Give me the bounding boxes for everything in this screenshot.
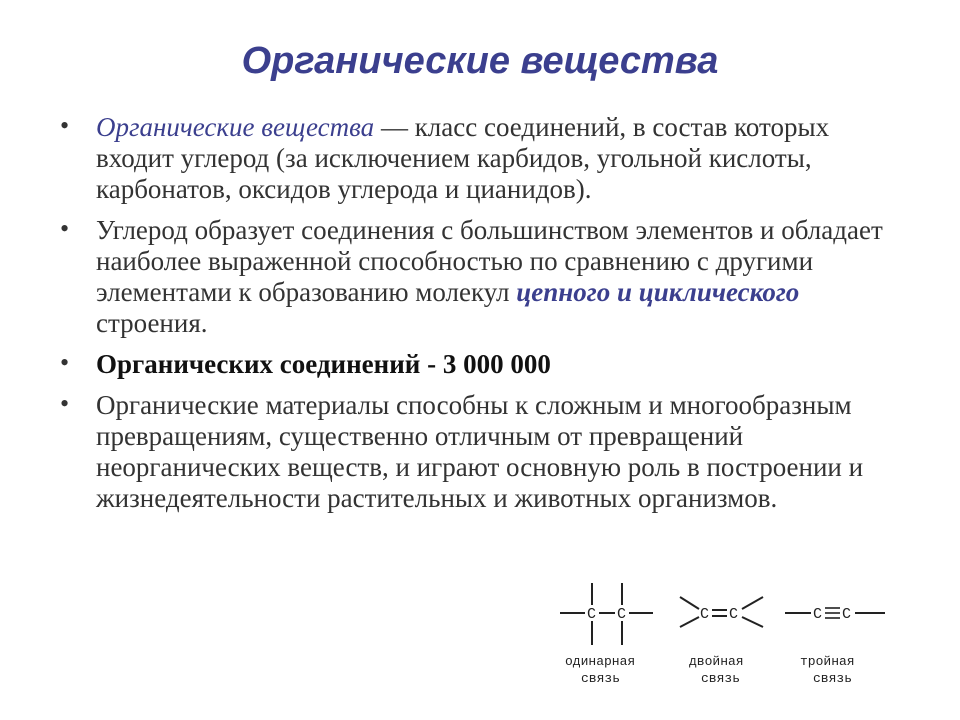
materials-text: Органические материалы способны к сложным и многообразным превращениям, существенно отличным от превращений неорганических веществ, и играют основную роль в построении и жизнедеятельности растительных и животных организмов. <box>96 390 864 513</box>
double-bond-label: двойная <box>689 654 744 669</box>
term-and: и <box>610 277 639 307</box>
triple-bond-label: тройная <box>800 654 855 669</box>
bullet-marker: • <box>60 111 70 140</box>
double-bond-label: связь <box>701 671 741 686</box>
bullet-marker: • <box>60 214 70 243</box>
bullet-materials <box>60 390 910 514</box>
atom-c: C <box>617 606 627 623</box>
double-bond <box>680 597 763 686</box>
definition-text: — класс соединений, в состав которых входит углерод (за исключением карбидов, угольной кислоты, карбонатов, оксидов углерода и цианидов). <box>96 112 830 204</box>
single-bond-label: одинарная <box>565 654 636 669</box>
triple-bond <box>785 606 885 686</box>
bullet-definition <box>60 112 910 205</box>
bullet-count <box>60 349 910 380</box>
term-organic-substances: Органические вещества <box>96 112 375 142</box>
single-bond-label: связь <box>581 671 621 686</box>
atom-c: C <box>842 606 852 623</box>
count-separator: - <box>420 349 443 379</box>
atom-c: C <box>729 606 739 623</box>
atom-c: C <box>813 606 823 623</box>
bullet-carbon <box>60 215 910 339</box>
bullet-marker: • <box>60 348 70 377</box>
bond-types-diagram <box>545 575 905 695</box>
triple-bond-label: связь <box>813 671 853 686</box>
atom-c: C <box>700 606 710 623</box>
carbon-text: Углерод образует соединения с большинством элементов и обладает наиболее выраженной способностью по сравнению с другими элементами к образованию молекул <box>96 215 883 307</box>
bullet-list <box>60 112 910 524</box>
carbon-text-end: строения. <box>96 308 208 338</box>
atom-c: C <box>587 606 597 623</box>
bullet-marker: • <box>60 389 70 418</box>
term-cyclic: циклического <box>638 277 800 307</box>
count-label: Органических соединений <box>96 349 421 379</box>
slide-title: Органические вещества <box>241 40 719 82</box>
term-chain: цепного <box>516 277 611 307</box>
count-value: 3 000 000 <box>442 349 551 379</box>
single-bond <box>560 583 653 686</box>
